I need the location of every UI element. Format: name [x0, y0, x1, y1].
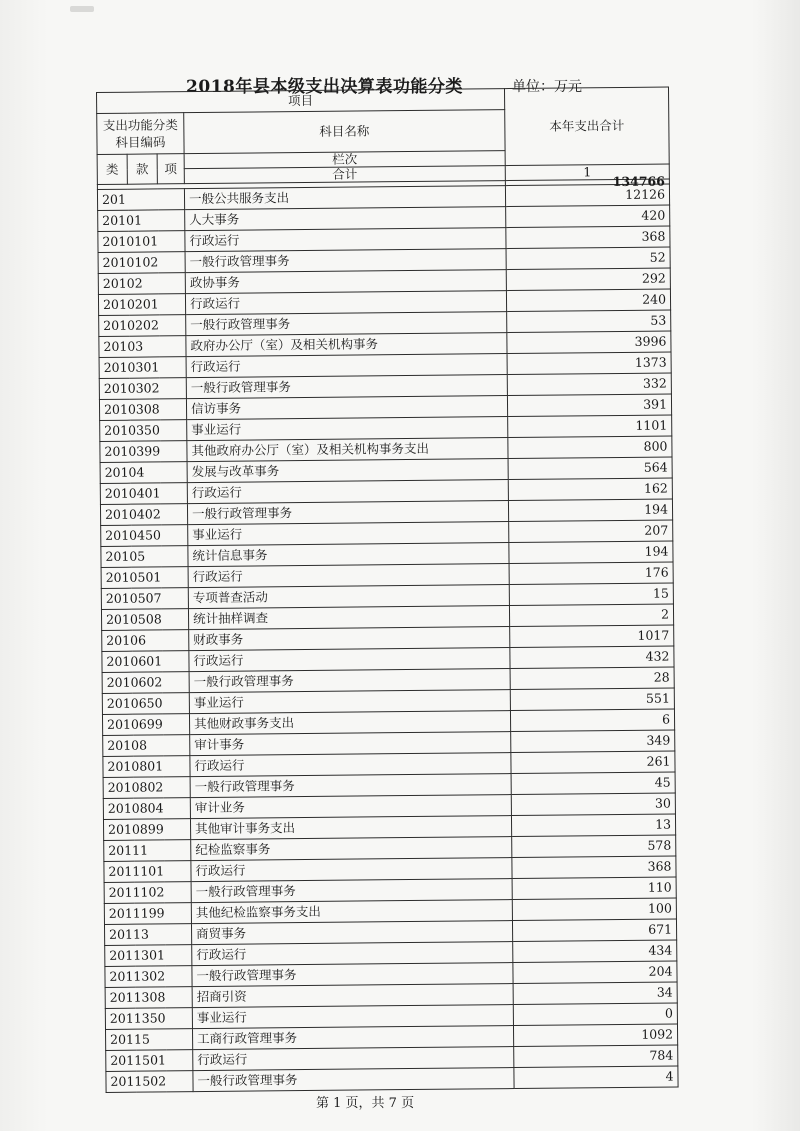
row-name: 行政运行 [189, 648, 510, 672]
row-code: 20115 [105, 1029, 192, 1051]
row-code: 20105 [101, 546, 188, 568]
header-row-project [97, 87, 669, 113]
row-code: 2010899 [103, 819, 190, 841]
row-name: 商贸事务 [191, 921, 512, 945]
row-name: 审计业务 [190, 795, 511, 819]
row-code: 20108 [103, 735, 190, 757]
row-name: 行政运行 [193, 1047, 514, 1071]
row-amount: 261 [511, 751, 675, 774]
table-row [106, 1066, 678, 1092]
row-name: 一般行政管理事务 [185, 249, 506, 273]
row-code: 2011350 [105, 1008, 192, 1030]
lei-header: 类 [97, 154, 127, 184]
kuan-header: 款 [127, 154, 157, 184]
page-footer: 第 1 页，共 7 页 [316, 1096, 415, 1111]
row-amount: 671 [512, 919, 676, 942]
row-amount: 2 [509, 604, 673, 627]
row-amount: 100 [512, 898, 676, 921]
row-amount: 110 [512, 877, 676, 900]
row-name: 其他纪检监察事务支出 [191, 900, 512, 924]
row-code: 2010350 [100, 420, 187, 442]
row-amount: 368 [506, 226, 670, 249]
row-code: 2010699 [102, 714, 189, 736]
row-code: 2010501 [101, 567, 188, 589]
row-name: 政协事务 [185, 270, 506, 294]
row-code: 2010202 [99, 315, 186, 337]
xiang-header: 项 [157, 154, 184, 184]
row-code: 2010801 [103, 756, 190, 778]
row-name: 专项普查活动 [188, 585, 509, 609]
row-name: 行政运行 [185, 228, 506, 252]
row-code: 2010804 [103, 798, 190, 820]
row-name: 事业运行 [187, 417, 508, 441]
row-code: 2010507 [101, 588, 188, 610]
row-name: 财政事务 [189, 627, 510, 651]
row-amount: 800 [508, 436, 672, 459]
row-name: 审计事务 [190, 732, 511, 756]
row-code: 2011501 [106, 1050, 193, 1072]
row-code: 2010508 [101, 609, 188, 631]
page-title: 2018年县本级支出决算表功能分类 [186, 77, 463, 97]
row-amount: 4 [514, 1066, 678, 1089]
row-name: 行政运行 [186, 354, 507, 378]
row-name: 事业运行 [192, 1005, 513, 1029]
row-name: 人大事务 [185, 207, 506, 231]
row-name: 纪检监察事务 [191, 837, 512, 861]
row-amount: 784 [514, 1045, 678, 1068]
row-amount: 15 [509, 583, 673, 606]
row-amount: 564 [508, 457, 672, 480]
row-name: 政府办公厅（室）及相关机构事务 [186, 333, 507, 357]
row-amount: 420 [506, 205, 670, 228]
row-amount: 551 [510, 688, 674, 711]
row-name: 行政运行 [192, 942, 513, 966]
row-amount: 434 [513, 940, 677, 963]
row-code: 201 [97, 189, 184, 211]
row-name: 统计信息事务 [188, 543, 509, 567]
expenditure-table [96, 86, 679, 1092]
row-code: 2010201 [98, 294, 185, 316]
row-amount: 45 [511, 772, 675, 795]
row-code: 2011101 [104, 861, 191, 883]
unit-label: 单位：万元 [512, 79, 582, 95]
row-name: 一般行政管理事务 [191, 879, 512, 903]
row-code: 2010399 [100, 441, 187, 463]
expenditure-table-sheet [96, 87, 678, 1092]
row-amount: 1373 [507, 352, 671, 375]
row-amount: 332 [507, 373, 671, 396]
row-code: 20104 [100, 462, 187, 484]
row-name: 发展与改革事务 [187, 459, 508, 483]
row-amount: 368 [512, 856, 676, 879]
row-amount: 432 [510, 646, 674, 669]
row-amount: 292 [506, 268, 670, 291]
row-amount: 3996 [507, 331, 671, 354]
row-amount: 34 [513, 982, 677, 1005]
row-amount: 30 [511, 793, 675, 816]
row-code: 2010602 [102, 672, 189, 694]
row-amount: 1101 [508, 415, 672, 438]
row-code: 2010402 [100, 504, 187, 526]
row-code: 2010302 [99, 378, 186, 400]
row-name: 一般行政管理事务 [193, 1068, 514, 1092]
name-header: 科目名称 [184, 110, 505, 154]
row-name: 一般行政管理事务 [187, 501, 508, 525]
row-code: 20106 [102, 630, 189, 652]
row-name: 行政运行 [188, 564, 509, 588]
row-amount: 0 [513, 1003, 677, 1026]
row-amount: 194 [508, 499, 672, 522]
col-index-value: 1 [505, 164, 669, 181]
row-amount: 53 [507, 310, 671, 333]
row-name: 其他政府办公厅（室）及相关机构事务支出 [187, 438, 508, 462]
row-name: 行政运行 [185, 291, 506, 315]
row-code: 20103 [99, 336, 186, 358]
row-code: 20113 [104, 924, 191, 946]
row-amount: 1092 [513, 1024, 677, 1047]
row-amount: 240 [506, 289, 670, 312]
row-code: 2011102 [104, 882, 191, 904]
row-name: 行政运行 [190, 753, 511, 777]
row-amount: 194 [509, 541, 673, 564]
row-amount: 207 [509, 520, 673, 543]
row-amount: 28 [510, 667, 674, 690]
row-code: 2010450 [101, 525, 188, 547]
row-amount: 1017 [510, 625, 674, 648]
row-amount: 349 [511, 730, 675, 753]
row-amount: 6 [510, 709, 674, 732]
project-header: 项目 [97, 89, 505, 114]
row-name: 事业运行 [188, 522, 509, 546]
row-code: 20111 [104, 840, 191, 862]
row-name: 一般行政管理事务 [190, 774, 511, 798]
row-name: 事业运行 [189, 690, 510, 714]
total-amount: 134766 [505, 179, 669, 186]
row-code: 2010102 [98, 252, 185, 274]
row-name: 行政运行 [187, 480, 508, 504]
row-name: 招商引资 [192, 984, 513, 1008]
row-code: 2011502 [106, 1071, 193, 1093]
row-name: 一般公共服务支出 [184, 186, 505, 210]
row-amount: 578 [512, 835, 676, 858]
row-name: 信访事务 [186, 396, 507, 420]
paper-mark [70, 6, 94, 12]
row-code: 2010308 [99, 399, 186, 421]
code-header: 支出功能分类科目编码 [97, 113, 184, 155]
row-code: 20101 [98, 210, 185, 232]
row-code: 20102 [98, 273, 185, 295]
row-name: 一般行政管理事务 [186, 375, 507, 399]
row-code: 2011301 [105, 945, 192, 967]
row-name: 工商行政管理事务 [192, 1026, 513, 1050]
row-code: 2010101 [98, 231, 185, 253]
row-code: 2011302 [105, 966, 192, 988]
row-code: 2011308 [105, 987, 192, 1009]
row-code: 2010401 [100, 483, 187, 505]
row-code: 2010802 [103, 777, 190, 799]
row-name: 其他财政事务支出 [189, 711, 510, 735]
row-amount: 391 [507, 394, 671, 417]
row-code: 2010650 [102, 693, 189, 715]
amount-header: 本年支出合计 [505, 87, 670, 166]
row-code: 2010601 [102, 651, 189, 673]
row-name: 统计抽样调查 [188, 606, 509, 630]
total-label: 合计 [184, 166, 505, 184]
row-code: 2011199 [104, 903, 191, 925]
col-index-label: 栏次 [184, 151, 505, 169]
row-amount: 52 [506, 247, 670, 270]
row-name: 一般行政管理事务 [192, 963, 513, 987]
row-name: 行政运行 [191, 858, 512, 882]
row-amount: 12126 [505, 184, 669, 207]
row-amount: 204 [513, 961, 677, 984]
row-name: 一般行政管理事务 [186, 312, 507, 336]
row-code: 2010301 [99, 357, 186, 379]
row-amount: 162 [508, 478, 672, 501]
row-amount: 176 [509, 562, 673, 585]
row-name: 其他审计事务支出 [190, 816, 511, 840]
row-name: 一般行政管理事务 [189, 669, 510, 693]
row-amount: 13 [511, 814, 675, 837]
